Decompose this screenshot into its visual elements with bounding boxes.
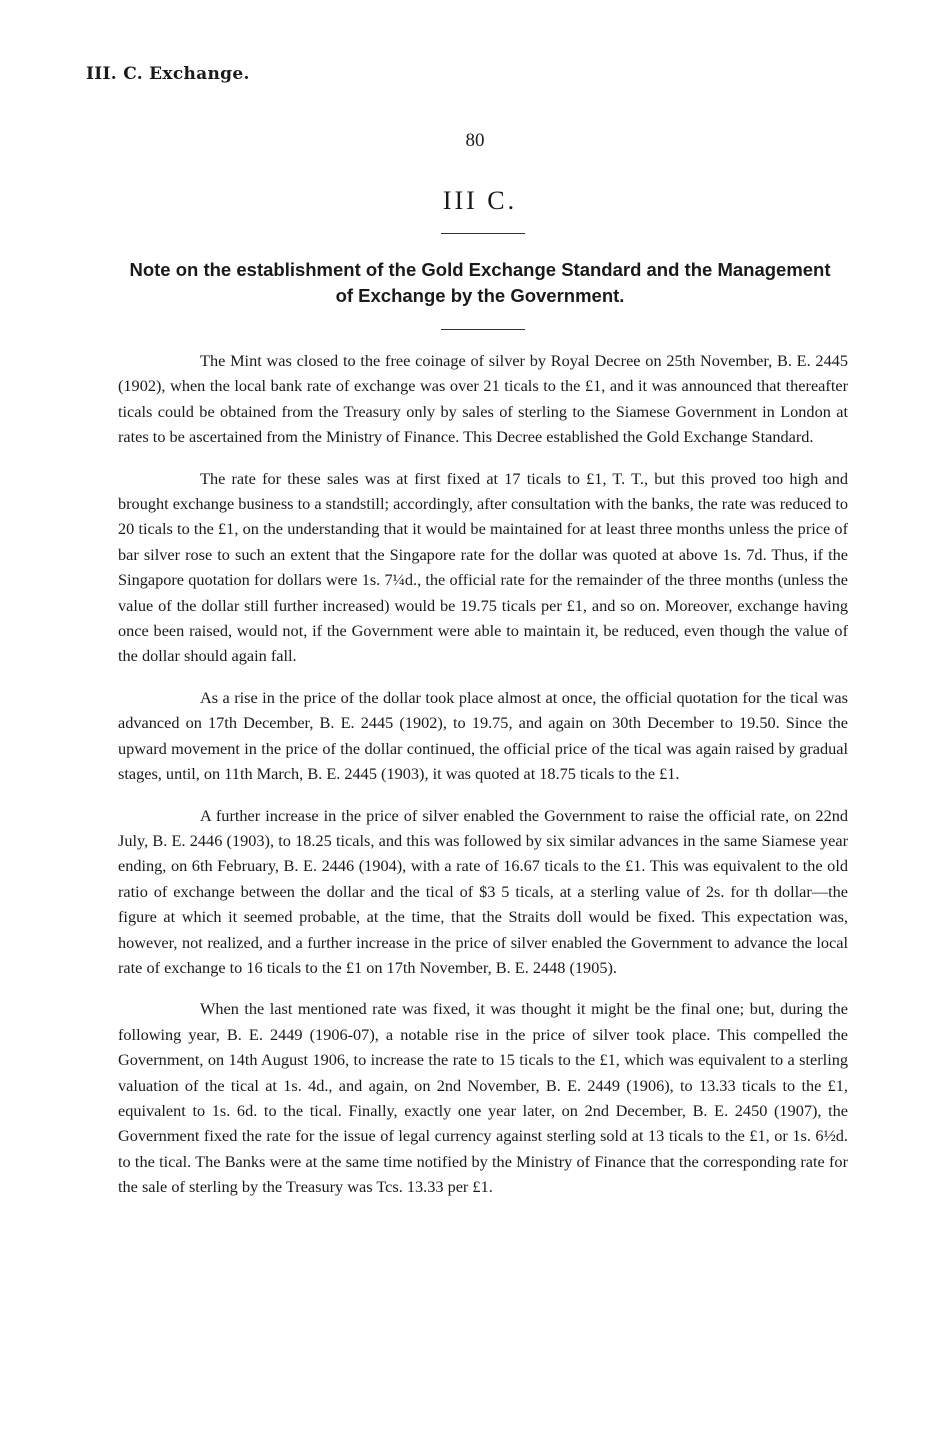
document-title: Note on the establishment of the Gold Exchange Standard and the Management of Exchange by the Government. [129, 259, 831, 306]
paragraph: The Mint was closed to the free coinage of silver by Royal Decree on 25th November, B. E. 2445 (1902), when the local bank rate of exchange was over 21 ticals to the £1, and it was announced that thereafter ticals could be obtained from the Treasury only by sales of sterling to the Siamese Government in London at rates to be ascertained from the Ministry of Finance. This Decree established the Gold Exchange Standard. [118, 351, 848, 447]
document-body [118, 348, 848, 1216]
title-divider [441, 329, 525, 330]
section-label: III. C. Exchange. [86, 64, 250, 84]
paragraph: As a rise in the price of the dollar took place almost at once, the official quotation for the tical was advanced on 17th December, B. E. 2445 (1902), to 19.75, and again on 30th December to 19.50. Since the upward movement in the price of the dollar continued, the official price of the tical was again raised by gradual stages, until, on 11th March, B. E. 2445 (1903), it was quoted at 18.75 ticals to the £1. [118, 687, 848, 784]
section-heading: III C. [442, 186, 518, 215]
paragraph: When the last mentioned rate was fixed, it was thought it might be the final one; but, during the following year, B. E. 2449 (1906-07), a notable rise in the price of silver took place. This compelled the Government, on 14th August 1906, to increase the rate to 15 ticals to the £1, which was equivalent to a sterling valuation of the tical at 1s. 4d., and again, on 2nd November, B. E. 2449 (1906), to 13.33 ticals to the £1, equivalent to 1s. 6d. to the tical. Finally, exactly one year later, on 2nd December, B. E. 2450 (1907), the Government fixed the rate for the issue of legal currency against sterling sold at 13 ticals to the £1, or 1s. 6½d. to the tical. The Banks were at the same time notified by the Ministry of Finance that the corresponding rate for the sale of sterling by the Treasury was Tcs. 13.33 per £1. [118, 999, 848, 1197]
paragraph: The rate for these sales was at first fixed at 17 ticals to £1, T. T., but this proved too high and brought exchange business to a standstill; accordingly, after consultation with the banks, the rate was reduced to 20 ticals to the £1, on the understanding that it would be maintained for at least three months unless the price of bar silver rose to such an extent that the Singapore rate for the dollar was quoted at above 1s. 7d. Thus, if the Singapore quotation for dollars were 1s. 7¼d., the official rate for the remainder of the three months (unless the value of the dollar still further increased) would be 19.75 ticals per £1, and so on. Moreover, exchange having once been raised, would not, if the Government were able to maintain it, be reduced, even though the value of the dollar should again fall. [118, 468, 848, 666]
page-number: 80 [465, 130, 485, 151]
heading-divider [441, 233, 525, 234]
paragraph: A further increase in the price of silver enabled the Government to raise the official rate, on 22nd July, B. E. 2446 (1903), to 18.25 ticals, and this was followed by six similar advances in the same Siamese year ending, on 6th February, B. E. 2446 (1904), with a rate of 16.67 ticals to the £1. This was equivalent to the old ratio of exchange between the dollar and the tical of $3 5 ticals, at a sterling value of 2s. for th dollar—the figure at which it seemed probable, at the time, that the Straits doll would be fixed. This expectation was, however, not realized, and a further increase in the price of silver enabled the Government to advance the local rate of exchange to 16 ticals to the £1 on 17th November, B. E. 2448 (1905). [118, 805, 848, 977]
